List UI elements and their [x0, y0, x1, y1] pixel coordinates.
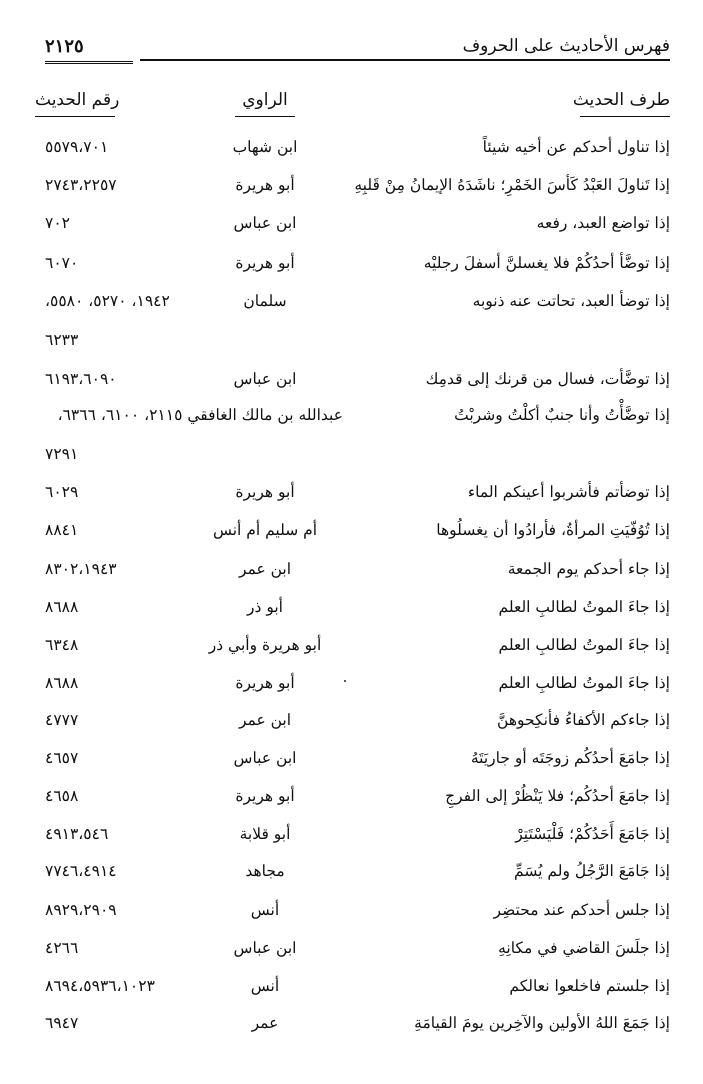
hadith-numbers: ٦٠٧٠ [45, 254, 79, 272]
page-number-rule [45, 61, 133, 64]
narrator: ابن عباس [233, 370, 297, 388]
table-row [0, 521, 703, 551]
table-row [0, 598, 703, 628]
hadith-text: إذا توضَّأ أحدُكُمْ فلا يغسلنَّ أسفلَ رجليْه [423, 254, 670, 272]
hadith-text: إذا تُوُفّيَتِ المرأةُ، فأرادُوا أن يغسلُوها [436, 521, 670, 539]
hadith-text: إذا تَناولَ العَبْدُ كَأسَ الخَمْرِ؛ ناشَدَهُ الإيمانُ مِنْ قَلبِهِ [354, 176, 670, 194]
hadith-numbers: ٨٦٩٤،٥٩٣٦،١٠٢٣ [45, 977, 155, 995]
hadith-text: إذا جلس أحدكم عند محتضِر [493, 901, 670, 919]
narrator: ابن عمر [238, 711, 292, 729]
table-row [0, 138, 703, 168]
heading-underline-text [580, 116, 670, 117]
narrator: ابن عمر [238, 560, 292, 578]
heading-underline-narrator [235, 116, 295, 117]
hadith-numbers: ١٩٤٢، ٥٢٧٠، ٥٥٨٠، [45, 292, 170, 310]
table-row [0, 977, 703, 1007]
hadith-numbers: ٨٦٨٨ [45, 598, 79, 616]
table-row [0, 749, 703, 779]
hadith-numbers: ٧٢٩١ [45, 445, 79, 463]
hadith-numbers: ٨٩٢٩،٢٩٠٩ [45, 901, 117, 919]
table-row [0, 483, 703, 513]
narrator: ابن عباس [233, 214, 297, 232]
narrator: سلمان [243, 292, 287, 310]
hadith-numbers: ٨٣٠٢،١٩٤٣ [45, 560, 117, 578]
narrator: ابن شهاب [232, 138, 298, 156]
table-row [0, 862, 703, 892]
table-row [0, 292, 703, 322]
narrator: مجاهد [245, 862, 285, 880]
table-row [0, 560, 703, 590]
hadith-numbers: ٧٧٤٦،٤٩١٤ [45, 862, 117, 880]
narrator: ابن عباس [233, 939, 297, 957]
hadith-numbers: ٤٩١٣،٥٤٦ [45, 825, 109, 843]
hadith-text: إذا جامَعَ أحدُكُم زوجَتَه أو جاريَتَهُ [470, 749, 670, 767]
table-row [0, 406, 703, 436]
narrator: ابن عباس [233, 749, 297, 767]
narrator: أبو هريرة [235, 483, 295, 501]
hadith-text: إذا جَامَعَ أَحَدُكُمْ؛ فَلْيَسْتَتِرْ [515, 825, 670, 843]
column-heading-narrator: الراوي [242, 90, 288, 110]
hadith-text: إذا جاءَ الموتُ لطالبِ العلم [498, 636, 670, 654]
hadith-text: إذا جلَسَ القاضي في مكانِهِ [498, 939, 670, 957]
narrator: أبو هريرة [235, 787, 295, 805]
narrator: أبو هريرة [235, 674, 295, 692]
hadith-numbers: ٦٣٤٨ [45, 636, 79, 654]
hadith-text: إذا توضأ العبد، تحاتت عنه ذنوبه [472, 292, 670, 310]
page-header [45, 30, 670, 70]
hadith-numbers: ٦٢٣٣ [45, 331, 79, 349]
header-rule [140, 59, 670, 61]
hadith-text: إذا جاءَ الموتُ لطالبِ العلم [498, 598, 670, 616]
hadith-numbers: ٨٦٨٨ [45, 674, 79, 692]
narrator: أبو هريرة [235, 176, 295, 194]
hadith-text: إذا تناول أحدكم عن أخيه شيئاً [482, 138, 670, 156]
narrator: أنس [250, 977, 280, 995]
hadith-numbers: ٢٧٤٣،٢٢٥٧ [45, 176, 117, 194]
hadith-numbers: ٦١٩٣،٦٠٩٠ [45, 370, 117, 388]
hadith-text: إذا جَمَعَ اللهُ الأولين والآخِرين يومَ القيامَةِ [414, 1014, 670, 1032]
narrator: أبو قلابة [239, 825, 291, 843]
table-row [0, 214, 703, 244]
hadith-numbers: ٤٢٦٦ [45, 939, 79, 957]
table-row [0, 939, 703, 969]
narrator: أبو هريرة [235, 254, 295, 272]
narrator: أم سليم أم أنس [212, 521, 318, 539]
table-row [0, 901, 703, 931]
narrator: أبو ذر [247, 598, 283, 616]
table-row [0, 370, 703, 400]
hadith-numbers: ٨٨٤١ [45, 521, 79, 539]
table-row [0, 176, 703, 206]
hadith-numbers: ٤٦٥٧ [45, 749, 79, 767]
running-title: فهرس الأحاديث على الحروف [462, 36, 670, 56]
hadith-text: إذا جَامَعَ الرَّجُلُ ولم يُسَمِّ [514, 862, 670, 880]
page-number: ٢١٢٥ [45, 36, 84, 57]
hadith-text: إذا توضَّأت، فسال من قرنك إلى قدمِك [425, 370, 670, 388]
hadith-numbers: ٤٦٥٨ [45, 787, 79, 805]
hadith-text: إذا جامَعَ أحدُكُم؛ فلا يَنْظُرْ إلى الفرجِ [445, 787, 670, 805]
print-speck [344, 680, 346, 682]
narrator: أنس [250, 901, 280, 919]
table-row-continuation [0, 445, 703, 475]
hadith-text: إذا جاءكم الأكفاءُ فأنكِحوهنَّ [497, 711, 670, 729]
column-heading-text: طرف الحديث [572, 90, 670, 110]
hadith-numbers: ٧٠٢ [45, 214, 70, 232]
column-heading-number: رقم الحديث [35, 90, 120, 110]
hadith-numbers: ٦٩٤٧ [45, 1014, 79, 1032]
hadith-text: إذا جلستم فاخلعوا نعالكم [509, 977, 670, 995]
table-row [0, 825, 703, 855]
narrator: أبو هريرة وأبي ذر [208, 636, 322, 654]
hadith-text: إذا توضأتم فأشربوا أعينكم الماء [467, 483, 670, 501]
narrator-with-numbers: عبدالله بن مالك الغافقي ٢١١٥، ٦١٠٠، ٦٣٦٦، [57, 406, 343, 424]
table-row [0, 711, 703, 741]
table-row-continuation [0, 331, 703, 361]
table-row [0, 674, 703, 704]
table-row [0, 787, 703, 817]
hadith-numbers: ٦٠٢٩ [45, 483, 79, 501]
table-row [0, 254, 703, 284]
table-row [0, 636, 703, 666]
hadith-text: إذا تواضع العبد، رفعه [536, 214, 670, 232]
hadith-numbers: ٥٥٧٩،٧٠١ [45, 138, 109, 156]
hadith-text: إذا توضَّأْتُ وأنا جنبٌ أكلْتُ وشربْتُ [454, 406, 670, 424]
table-row [0, 1014, 703, 1044]
hadith-text: إذا جاءَ الموتُ لطالبِ العلم [498, 674, 670, 692]
narrator: عمر [251, 1014, 279, 1032]
heading-underline-number [35, 116, 115, 117]
hadith-numbers: ٤٧٧٧ [45, 711, 79, 729]
hadith-text: إذا جاء أحدكم يوم الجمعة [507, 560, 670, 578]
